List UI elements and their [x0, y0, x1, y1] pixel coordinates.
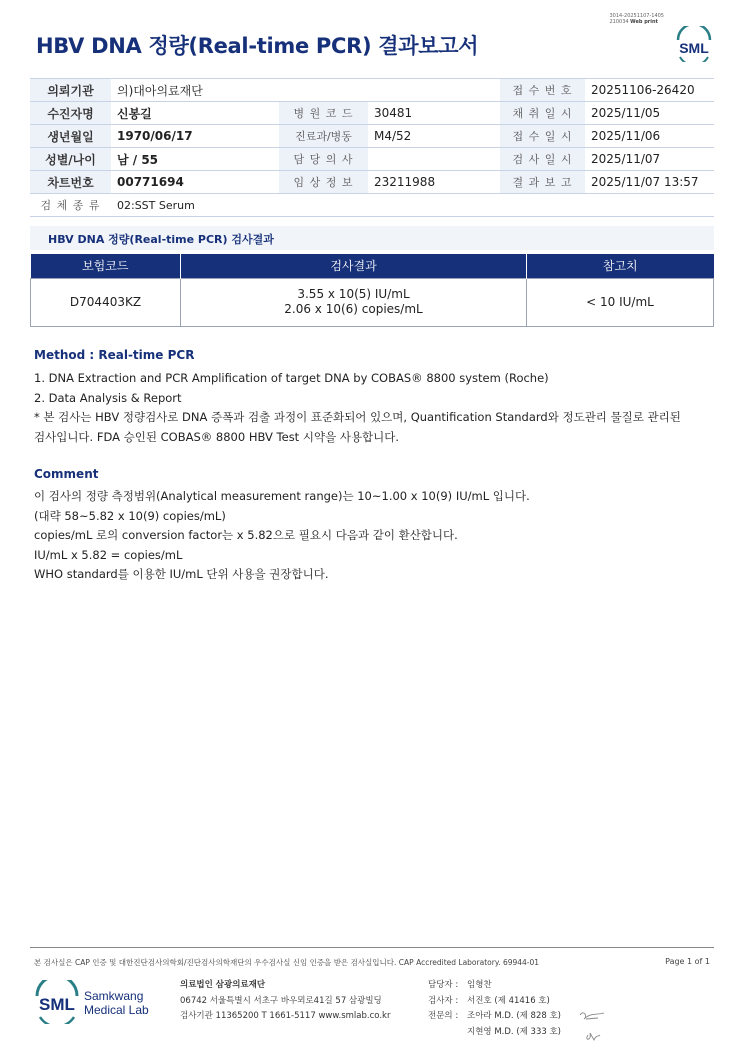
label-chart-number: 차트번호 — [30, 171, 111, 194]
footer-logo-line2: Medical Lab — [84, 1003, 149, 1017]
label-patient-name: 수진자명 — [30, 102, 111, 125]
info-row — [30, 102, 714, 125]
organization-name: 의료법인 삼광의료재단 — [180, 980, 266, 990]
info-row — [30, 171, 714, 194]
label-receipt-date: 접 수 일 시 — [500, 125, 585, 148]
value-report-date: 2025/11/07 13:57 — [585, 171, 714, 194]
info-row — [30, 194, 714, 217]
label-clinical-info: 임 상 정 보 — [279, 171, 368, 194]
staff-roles — [428, 978, 458, 1040]
staff-role: 담당자 : — [428, 980, 459, 990]
label-physician: 담 당 의 사 — [279, 148, 368, 171]
comment-heading: Comment — [34, 467, 99, 481]
label-report-date: 결 과 보 고 — [500, 171, 585, 194]
method-line: * 본 검사는 HBV 정량검사로 DNA 증폭과 검출 과정이 표준화되어 있으며, Quantification Standard와 정도관리 물질로 관리된 — [34, 410, 681, 425]
comment-text — [34, 487, 530, 585]
label-receipt-number: 접 수 번 호 — [500, 79, 585, 102]
method-line: 2. Data Analysis & Report — [34, 390, 182, 405]
staff-name: 서진호 (제 41416 호) — [467, 995, 550, 1006]
staff-role: 전문의 : — [428, 1011, 459, 1021]
value-requesting-org: 의)대아의료재단 — [111, 79, 500, 102]
value-hospital-code: 30481 — [368, 102, 500, 125]
sml-logo-icon — [674, 26, 714, 62]
comment-line: IU/mL x 5.82 = copies/mL — [34, 547, 183, 562]
label-department: 진료과/병동 — [279, 125, 368, 148]
label-hospital-code: 병 원 코 드 — [279, 102, 368, 125]
info-row — [30, 148, 714, 171]
samkwang-logo-icon — [34, 980, 152, 1024]
certification-note: 본 검사실은 CAP 인증 및 대한진단검사의학회/진단검사의학재단의 우수검사실 신임 인증을 받은 검사실입니다. CAP Accredited Laboratory. 69944-01 — [34, 958, 540, 967]
signature-icon — [578, 1007, 608, 1043]
comment-line: copies/mL 로의 conversion factor는 x 5.82으로 필요시 다음과 같이 환산합니다. — [34, 528, 458, 543]
footer-logo-text: SML — [39, 995, 75, 1014]
page-title: HBV DNA 정량(Real-time PCR) 결과보고서 — [36, 34, 479, 58]
info-row — [30, 125, 714, 148]
label-birth-date: 생년월일 — [30, 125, 111, 148]
value-specimen-type: 02:SST Serum — [111, 194, 714, 217]
staff-name: 임형찬 — [467, 980, 492, 990]
result-iu: 3.55 x 10(5) IU/mL — [297, 287, 410, 301]
staff-names — [467, 978, 561, 1040]
method-line: 검사입니다. FDA 승인된 COBAS® 8800 HBV Test 시약을 사용합니다. — [34, 429, 400, 444]
organization-address: 06742 서울특별시 서초구 바우뫼로41길 57 삼광빌딩 — [180, 995, 382, 1006]
organization-info — [180, 978, 390, 1025]
reference-value: < 10 IU/mL — [527, 278, 714, 326]
value-sex-age: 남 / 55 — [111, 148, 279, 171]
comment-line: (대략 58~5.82 x 10(9) copies/mL) — [34, 508, 226, 523]
value-patient-name: 신봉길 — [111, 102, 279, 125]
value-physician — [368, 148, 500, 171]
result-table — [30, 254, 714, 327]
label-test-date: 검 사 일 시 — [500, 148, 585, 171]
header-test-result: 검사결과 — [181, 254, 527, 278]
value-receipt-number: 20251106-26420 — [585, 79, 714, 102]
organization-contact: 검사기관 11365200 T 1661-5117 www.smlab.co.kr — [180, 1011, 391, 1021]
staff-name: 지현영 M.D. (제 333 호) — [467, 1026, 562, 1037]
page-number: Page 1 of 1 — [665, 957, 710, 966]
label-sex-age: 성별/나이 — [30, 148, 111, 171]
method-heading: Method : Real-time PCR — [34, 348, 195, 362]
comment-line: 이 검사의 정량 측정범위(Analytical measurement range)는 10~1.00 x 10(9) IU/mL 입니다. — [34, 489, 530, 503]
label-requesting-org: 의뢰기관 — [30, 79, 111, 102]
label-specimen-type: 검 체 종 류 — [30, 194, 111, 217]
method-text — [34, 369, 681, 447]
print-code-line1: 3014-20251107-1405 — [609, 13, 664, 19]
value-department: M4/52 — [368, 125, 500, 148]
value-birth-date: 1970/06/17 — [111, 125, 279, 148]
value-chart-number: 00771694 — [111, 171, 279, 194]
test-result — [181, 278, 527, 326]
comment-line: WHO standard를 이용한 IU/mL 단위 사용을 권장합니다. — [34, 567, 329, 582]
table-row — [31, 278, 714, 326]
value-test-date: 2025/11/07 — [585, 148, 714, 171]
result-copies: 2.06 x 10(6) copies/mL — [284, 302, 423, 316]
insurance-code: D704403KZ — [31, 278, 181, 326]
value-clinical-info: 23211988 — [368, 171, 500, 194]
footer-divider — [30, 947, 714, 948]
patient-info-table — [30, 78, 714, 217]
print-code — [609, 13, 664, 25]
info-row — [30, 79, 714, 102]
staff-role: 검사자 : — [428, 995, 459, 1006]
method-line: 1. DNA Extraction and PCR Amplification of target DNA by COBAS® 8800 system (Roche) — [34, 371, 549, 385]
result-header-row — [31, 254, 714, 278]
print-code-line2 — [609, 19, 664, 25]
header-insurance-code: 보험코드 — [31, 254, 181, 278]
value-receipt-date: 2025/11/06 — [585, 125, 714, 148]
header-reference: 참고치 — [527, 254, 714, 278]
print-code-id: 210034 — [609, 19, 629, 25]
label-collection-date: 채 취 일 시 — [500, 102, 585, 125]
staff-name: 조아라 M.D. (제 828 호) — [467, 1011, 562, 1021]
staff-role — [428, 1025, 458, 1041]
logo-text: SML — [679, 40, 709, 56]
result-section-title: HBV DNA 정량(Real-time PCR) 검사결과 — [30, 226, 714, 250]
value-collection-date: 2025/11/05 — [585, 102, 714, 125]
print-source: Web print — [630, 19, 658, 25]
footer-logo-line1: Samkwang — [84, 989, 144, 1003]
